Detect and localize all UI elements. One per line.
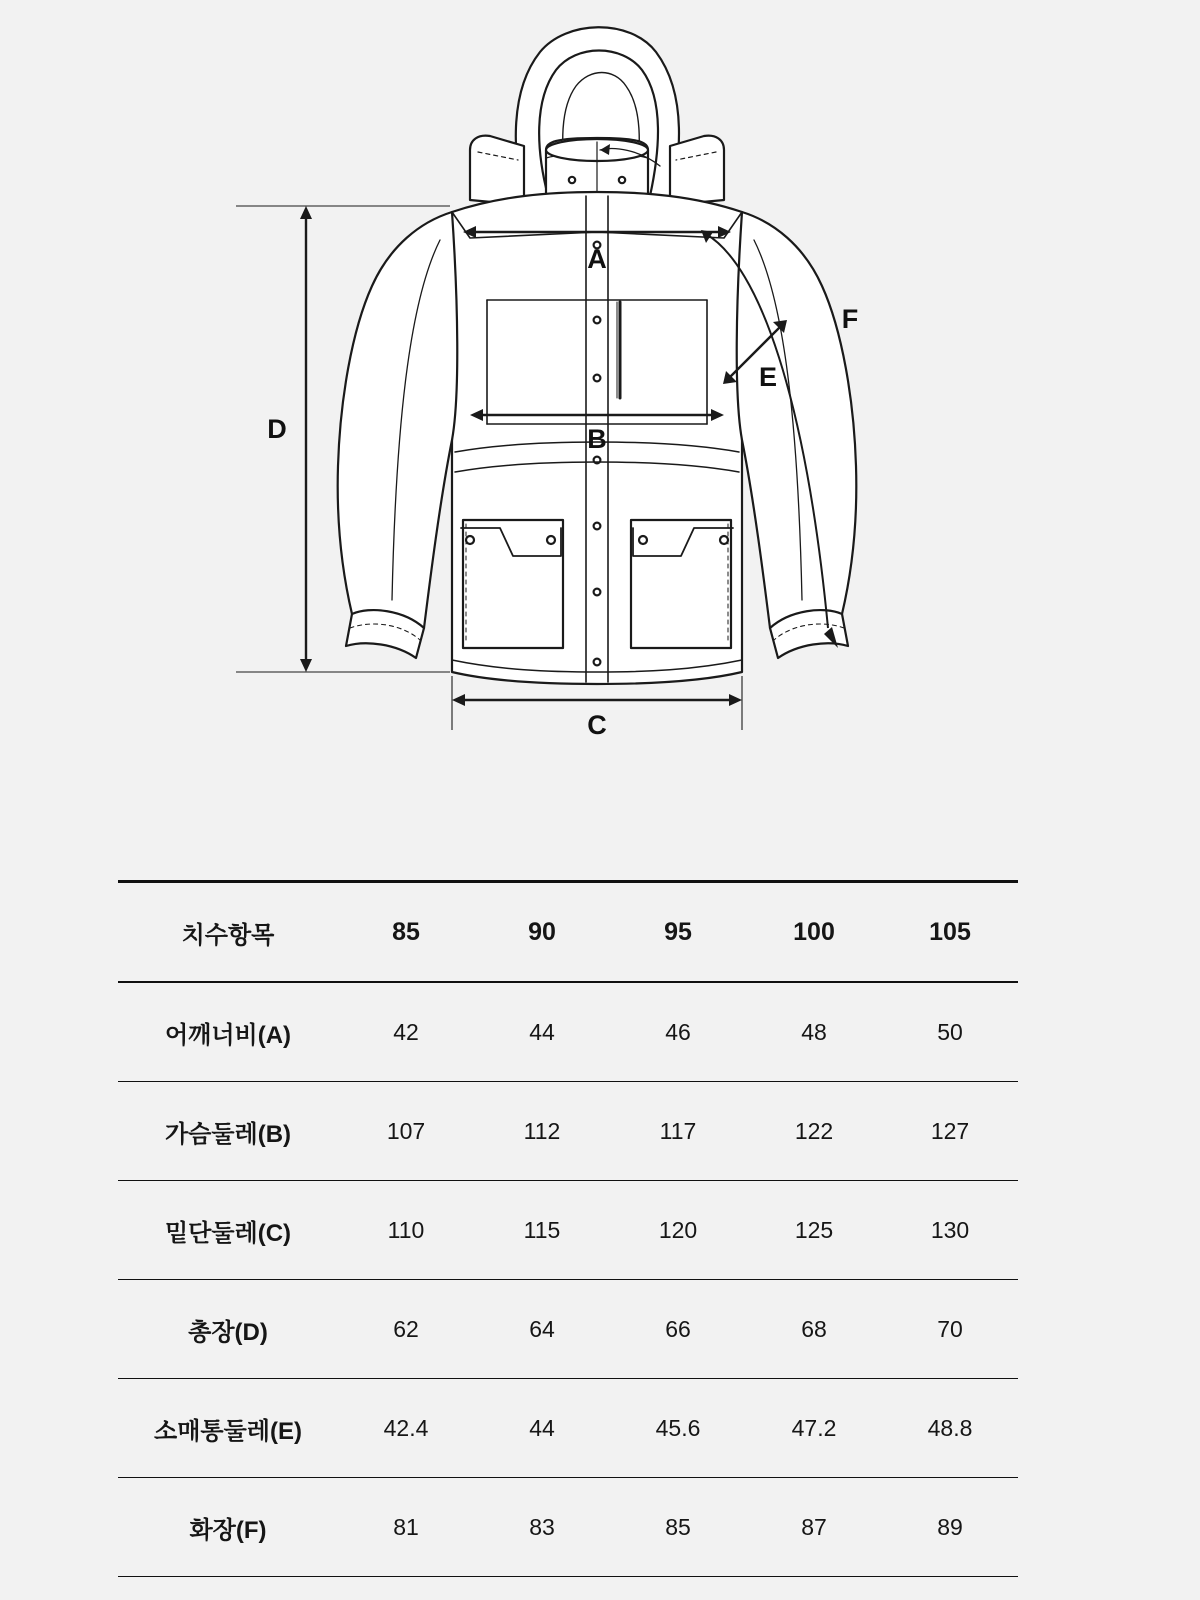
cell-sleeve-circ-100: 47.2 [791, 1414, 837, 1441]
header-size-95: 95 [664, 917, 692, 946]
row-label-hem: 밑단둘레(C) [164, 1219, 292, 1247]
cell-sleeve-circ-95: 45.6 [655, 1414, 701, 1441]
cell-length-95: 66 [665, 1315, 691, 1342]
cell-chest-85: 107 [386, 1117, 426, 1144]
row-label-sleeve-circumference: 소매통둘레(E) [154, 1417, 302, 1445]
cell-chest-95: 117 [659, 1117, 697, 1144]
cell-sleeve-circ-85: 42.4 [383, 1414, 429, 1441]
cell-length-105: 70 [937, 1315, 963, 1342]
cell-shoulder-90: 44 [529, 1018, 555, 1045]
size-table [118, 880, 1018, 1577]
cell-chest-90: 112 [523, 1117, 561, 1144]
measure-arrow-c [452, 694, 742, 706]
header-size-85: 85 [392, 917, 420, 946]
label-a: A [587, 244, 607, 274]
cell-length-85: 62 [393, 1315, 419, 1342]
cell-hem-85: 110 [387, 1216, 425, 1243]
header-size-105: 105 [929, 917, 971, 946]
hood-left-tab [470, 136, 524, 205]
cell-hem-105: 130 [930, 1216, 970, 1243]
row-label-chest: 가슴둘레(B) [164, 1120, 292, 1148]
table-row [118, 1478, 1018, 1577]
cell-sleeve-circ-105: 48.8 [927, 1414, 973, 1441]
label-e: E [758, 362, 778, 392]
cell-length-100: 68 [801, 1315, 827, 1342]
cell-shoulder-105: 50 [937, 1018, 963, 1045]
table-row [118, 982, 1018, 1082]
row-label-shoulder: 어깨너비(A) [164, 1021, 292, 1049]
cell-sleeve-len-105: 89 [937, 1513, 963, 1540]
cell-sleeve-len-90: 83 [529, 1513, 555, 1540]
row-label-sleeve-length: 화장(F) [189, 1516, 267, 1544]
header-size-100: 100 [793, 917, 835, 946]
sleeve-left [338, 212, 458, 628]
measure-arrow-d [300, 206, 312, 672]
table-row [118, 1379, 1018, 1478]
table-row [118, 1082, 1018, 1181]
cell-sleeve-len-85: 81 [393, 1513, 419, 1540]
label-d: D [267, 414, 287, 444]
size-table-body [118, 982, 1018, 1577]
cell-shoulder-100: 48 [801, 1018, 827, 1045]
label-c: C [587, 710, 607, 740]
cell-length-90: 64 [529, 1315, 555, 1342]
cell-chest-105: 127 [930, 1117, 970, 1144]
table-row [118, 1280, 1018, 1379]
size-table-head [118, 882, 1018, 983]
label-b: B [587, 424, 607, 454]
cell-hem-95: 120 [658, 1216, 698, 1243]
cell-sleeve-len-95: 85 [665, 1513, 691, 1540]
cell-chest-100: 122 [794, 1117, 834, 1144]
table-row [118, 1181, 1018, 1280]
hood-right-tab [670, 136, 724, 205]
cell-hem-100: 125 [794, 1216, 834, 1243]
cell-shoulder-85: 42 [393, 1018, 419, 1045]
cell-sleeve-len-100: 87 [801, 1513, 827, 1540]
header-size-90: 90 [528, 917, 556, 946]
cell-sleeve-circ-90: 44 [529, 1414, 555, 1441]
label-f: F [841, 304, 859, 334]
header-item: 치수항목 [181, 921, 275, 949]
cell-shoulder-95: 46 [665, 1018, 691, 1045]
table-header-row [118, 882, 1018, 983]
size-table-wrap [118, 880, 1018, 1577]
cell-hem-90: 115 [523, 1216, 561, 1243]
row-label-length: 총장(D) [188, 1318, 268, 1346]
